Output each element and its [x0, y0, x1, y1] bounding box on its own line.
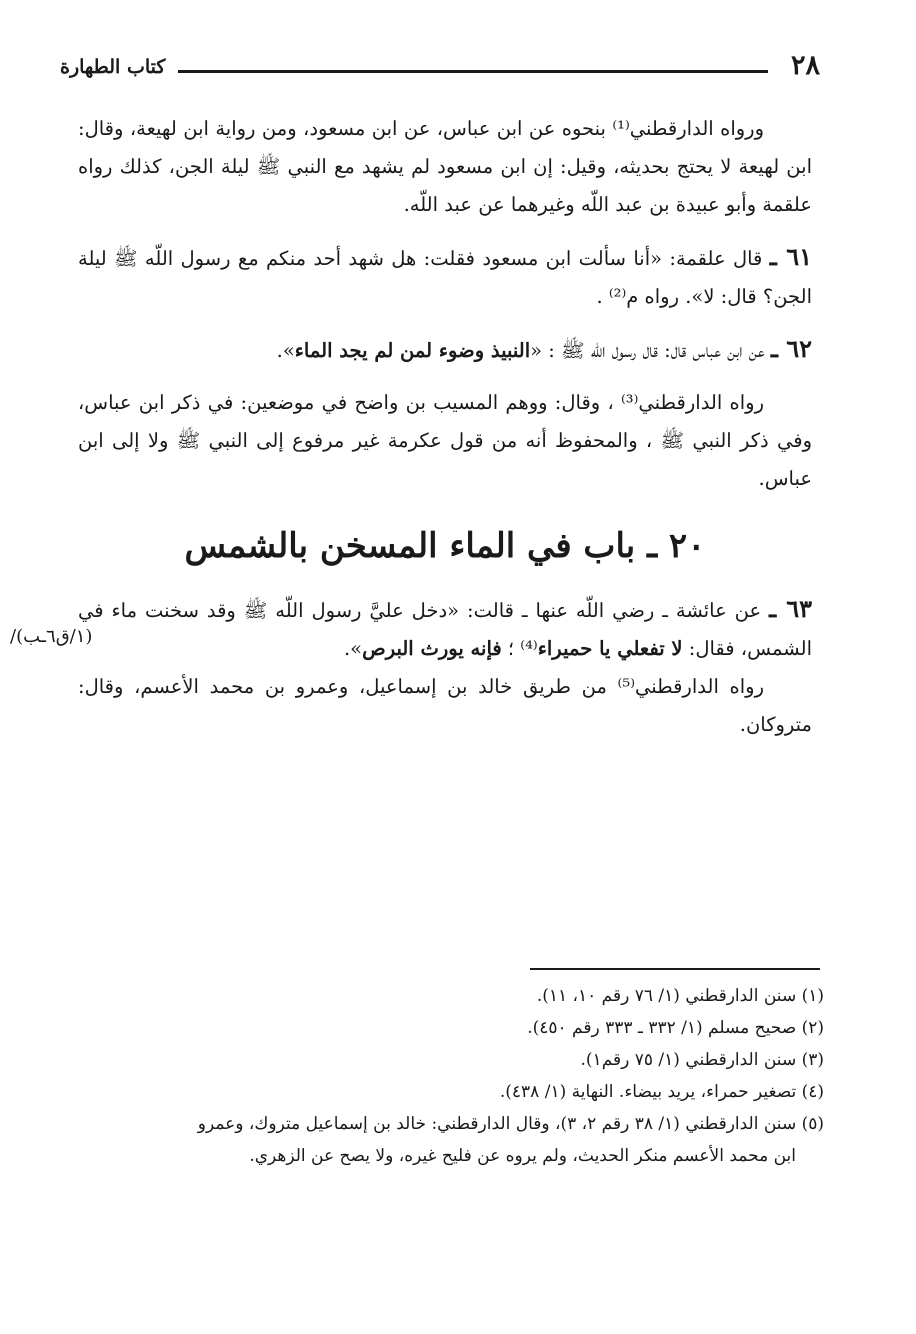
- footnote-5-continuation: ابن محمد الأعسم منكر الحديث، ولم يروه عن فليح غيره، ولا يصح عن الزهري.: [249, 1146, 796, 1166]
- hadith-62-quote: النبيذ وضوء لمن لم يجد الماء: [294, 339, 531, 362]
- hadith-63-end: ».: [343, 637, 363, 660]
- hadith-63-quote-1: لا تفعلي يا حميراء: [537, 637, 683, 660]
- paragraph-3: رواه الدارقطني⁽⁵⁾ من طريق خالد بن إسماعيل، وعمرو بن محمد الأعسم، وقال: متروكان.: [78, 675, 812, 736]
- hadith-62: [78, 330, 812, 370]
- footnote-2: (٢) صحيح مسلم (١/ ٣٣٢ ـ ٣٣٣ رقم ٤٥٠).: [527, 1018, 824, 1038]
- hadith-63-mid: ⁽⁴⁾ ؛: [501, 637, 538, 660]
- footnote-rule: [530, 968, 820, 970]
- paragraph-2-text: رواه الدارقطني⁽³⁾ ، وقال: ووهم المسيب بن واضح في موضعين: في ذكر ابن عباس، وفي ذكر النبي ﷺ ، والمحفوظ أنه من قول عكرمة غير مرفوع إلى النبي ﷺ ولا إلى ابن عباس.: [78, 391, 812, 490]
- hadith-61: [78, 238, 812, 316]
- hadith-63-text: عن عائشة ـ رضي اللّه عنها ـ قالت: «دخل عليَّ رسول اللّه ﷺ وقد سخنت ماء في الشمس، فقال:: [78, 599, 812, 660]
- page-number: ٢٨: [790, 50, 820, 81]
- hadith-63-quote-2: فإنه يورث البرص: [362, 637, 502, 660]
- page-body: [78, 110, 812, 744]
- hadith-61-text: قال علقمة: «أنا سألت ابن مسعود فقلت: هل شهد أحد منكم مع رسول اللّه ﷺ ليلة الجن؟ قال: لا». رواه م⁽²⁾ .: [78, 247, 812, 308]
- footnote-5: (٥) سنن الدارقطني (١/ ٣٨ رقم ٢، ٣)، وقال الدارقطني: خالد بن إسماعيل متروك، وعمرو: [197, 1114, 824, 1134]
- footnote-3: (٣) سنن الدارقطني (١/ ٧٥ رقم١).: [580, 1050, 824, 1070]
- hadith-62-end: ».: [276, 339, 295, 362]
- page-header: [60, 50, 820, 90]
- book-title: كتاب الطهارة: [60, 56, 166, 78]
- chapter-title: ٢٠ ـ باب في الماء المسخن بالشمس: [184, 526, 706, 566]
- header-rule: [178, 70, 768, 73]
- margin-note: (١/ق٦ـب)/: [10, 626, 93, 647]
- hadith-62-text: عن ابن عباس قال: قال رسول اللّه ﷺ : «: [530, 339, 765, 362]
- hadith-63: [78, 590, 812, 668]
- paragraph-2: [78, 384, 812, 498]
- paragraph-1: ورواه الدارقطني⁽¹⁾ بنحوه عن ابن عباس، عن ابن مسعود، ومن رواية ابن لهيعة، وقال: ابن لهيعة لا يحتج بحديثه، وقيل: إن ابن مسعود لم يشهد مع النبي ﷺ ليلة الجن، كذلك رواه علقمة وأبو عبيدة بن عبد اللّه وغيرهما عن عبد اللّه.: [78, 117, 812, 216]
- footnote-1: (١) سنن الدارقطني (١/ ٧٦ رقم ١٠، ١١).: [536, 986, 824, 1006]
- hadith-number-62: ٦٢ ـ: [770, 334, 812, 363]
- hadith-number-61: ٦١ ـ: [769, 242, 812, 271]
- hadith-number-63: ٦٣ ـ: [769, 594, 813, 623]
- footnotes: [88, 980, 824, 1172]
- footnote-4: (٤) تصغير حمراء، يريد بيضاء. النهاية (١/ ٤٣٨).: [499, 1082, 824, 1102]
